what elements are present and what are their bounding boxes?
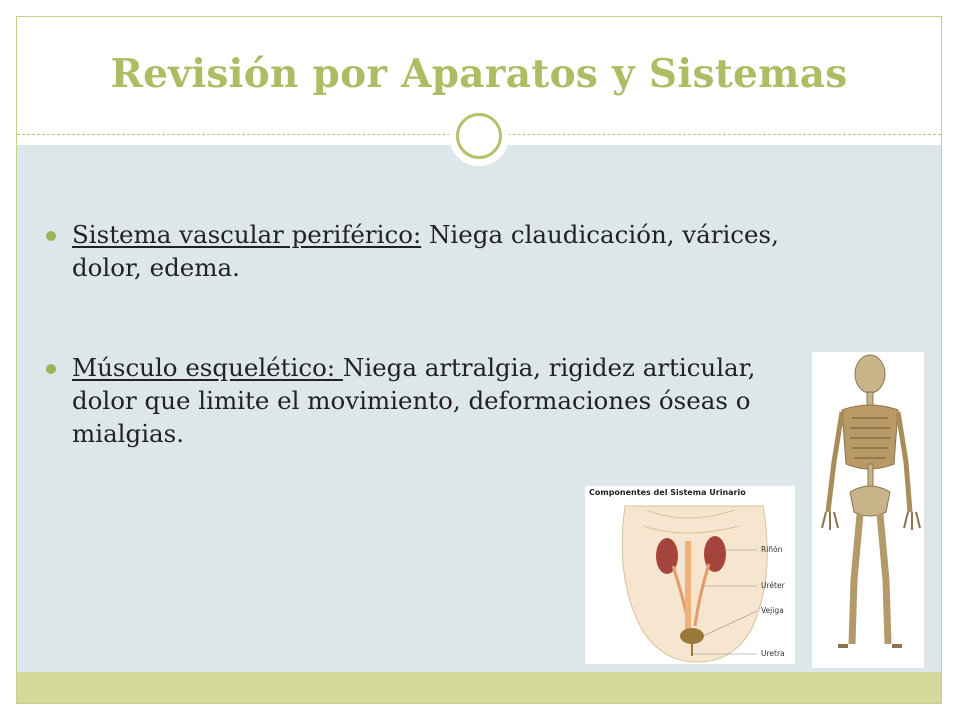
skeleton-image — [812, 352, 924, 668]
bottom-accent-bar — [17, 672, 941, 703]
urinary-title: Componentes del Sistema Urinario — [589, 488, 746, 497]
skeleton-icon — [812, 352, 924, 668]
urethra-label: Uretra — [761, 649, 785, 658]
bullet-label: Músculo esquelético: — [72, 353, 343, 382]
kidney-label: Riñón — [761, 545, 783, 554]
urinary-system-icon — [585, 486, 795, 664]
bullet-label: Sistema vascular periférico: — [72, 220, 422, 249]
urinary-system-image — [585, 486, 795, 664]
circle-ornament-ring — [456, 113, 502, 159]
bullet-item — [46, 218, 826, 284]
bullet-dot-icon — [46, 364, 56, 374]
bullet-text: Niega artralgia, rigidez articular, dolor que limite el movimiento, deformaciones óseas o mialgias. — [72, 353, 756, 448]
bullet-text: Niega claudicación, várices, dolor, edema. — [72, 220, 779, 282]
bullet-item — [46, 351, 826, 450]
ureter-label: Uréter — [761, 581, 785, 590]
bullet-dot-icon — [46, 231, 56, 241]
slide-title: Revisión por Aparatos y Sistemas — [110, 51, 848, 97]
bladder-label: Vejiga — [761, 606, 784, 615]
bullet-list — [46, 218, 826, 450]
